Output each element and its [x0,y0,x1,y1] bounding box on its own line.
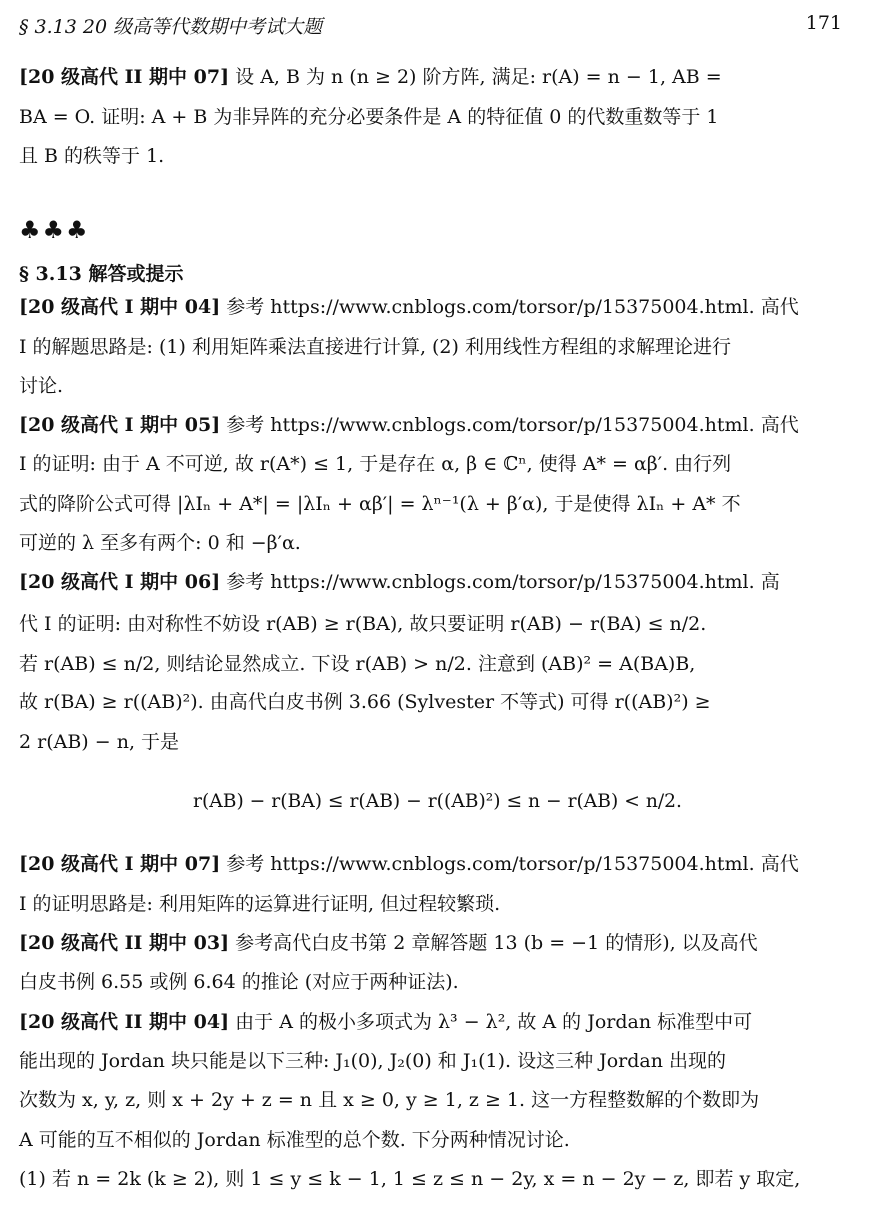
answer-line: 式的降阶公式可得 |λIₙ + A*| = |λIₙ + αβ′| = λⁿ⁻¹(λ + β′α), 于是使得 λIₙ + A* 不 [19,493,741,515]
answer-tag: [20 级高代 I 期中 04] [19,296,221,318]
answer-line: I 的证明思路是: 利用矩阵的运算进行证明, 但过程较繁琐. [19,893,501,915]
answer-line: A 可能的互不相似的 Jordan 标准型的总个数. 下分两种情况讨论. [19,1129,570,1151]
answer-tag: [20 级高代 I 期中 07] [19,853,221,875]
answer-line: 若 r(AB) ≤ n/2, 则结论显然成立. 下设 r(AB) > n/2. 注意到 (AB)² = A(BA)B, [19,653,696,675]
problem-line-3: 且 B 的秩等于 1. [19,145,165,167]
page-number: 171 [805,12,842,34]
answer-line: [20 级高代 II 期中 03] 参考高代白皮书第 2 章解答题 13 (b = −1 的情形), 以及高代 [19,932,758,954]
display-equation: r(AB) − r(BA) ≤ r(AB) − r((AB)²) ≤ n − r(AB) < n/2. [193,790,682,812]
answer-line: [20 级高代 I 期中 07] 参考 https://www.cnblogs.com/torsor/p/15375004.html. 高代 [19,853,799,875]
answer-line: (1) 若 n = 2k (k ≥ 2), 则 1 ≤ y ≤ k − 1, 1 ≤ z ≤ n − 2y, x = n − 2y − z, 即若 y 取定, [19,1168,801,1190]
answer-line: 能出现的 Jordan 块只能是以下三种: J₁(0), J₂(0) 和 J₁(1). 设这三种 Jordan 出现的 [19,1050,727,1072]
answer-line: [20 级高代 II 期中 04] 由于 A 的极小多项式为 λ³ − λ², 故 A 的 Jordan 标准型中可 [19,1011,753,1033]
answer-line: [20 级高代 I 期中 05] 参考 https://www.cnblogs.com/torsor/p/15375004.html. 高代 [19,414,799,436]
answer-line: 可逆的 λ 至多有两个: 0 和 −β′α. [19,532,301,554]
answer-line: 讨论. [19,375,64,397]
problem-tag: [20 级高代 II 期中 07] [19,66,230,88]
answer-line: 代 I 的证明: 由对称性不妨设 r(AB) ≥ r(BA), 故只要证明 r(AB) − r(BA) ≤ n/2. [19,613,707,635]
problem-line-2: BA = O. 证明: A + B 为非异阵的充分必要条件是 A 的特征值 0 的代数重数等于 1 [19,106,719,128]
problem-line-1: [20 级高代 II 期中 07] 设 A, B 为 n (n ≥ 2) 阶方阵, 满足: r(A) = n − 1, AB = [19,66,722,88]
answer-line: I 的证明: 由于 A 不可逆, 故 r(A*) ≤ 1, 于是存在 α, β ∈ ℂⁿ, 使得 A* = αβ′. 由行列 [19,453,732,475]
running-section-title: § 3.13 20 级高等代数期中考试大题 [19,16,323,38]
answer-line: [20 级高代 I 期中 04] 参考 https://www.cnblogs.com/torsor/p/15375004.html. 高代 [19,296,799,318]
club-suits-divider: ♣♣♣ [19,216,90,244]
answer-line: [20 级高代 I 期中 06] 参考 https://www.cnblogs.com/torsor/p/15375004.html. 高 [19,571,780,593]
answer-tag: [20 级高代 I 期中 05] [19,414,221,436]
section-heading: § 3.13 解答或提示 [19,263,184,285]
answer-tag: [20 级高代 II 期中 03] [19,932,230,954]
answer-line: I 的解题思路是: (1) 利用矩阵乘法直接进行计算, (2) 利用线性方程组的求解理论进行 [19,336,731,358]
answer-tag: [20 级高代 II 期中 04] [19,1011,230,1033]
answer-line: 故 r(BA) ≥ r((AB)²). 由高代白皮书例 3.66 (Sylvester 不等式) 可得 r((AB)²) ≥ [19,691,711,713]
answer-line: 2 r(AB) − n, 于是 [19,731,180,753]
answer-line: 白皮书例 6.55 或例 6.64 的推论 (对应于两种证法). [19,971,459,993]
answer-tag: [20 级高代 I 期中 06] [19,571,221,593]
answer-line: 次数为 x, y, z, 则 x + 2y + z = n 且 x ≥ 0, y ≥ 1, z ≥ 1. 这一方程整数解的个数即为 [19,1089,760,1111]
page-header [19,6,842,36]
